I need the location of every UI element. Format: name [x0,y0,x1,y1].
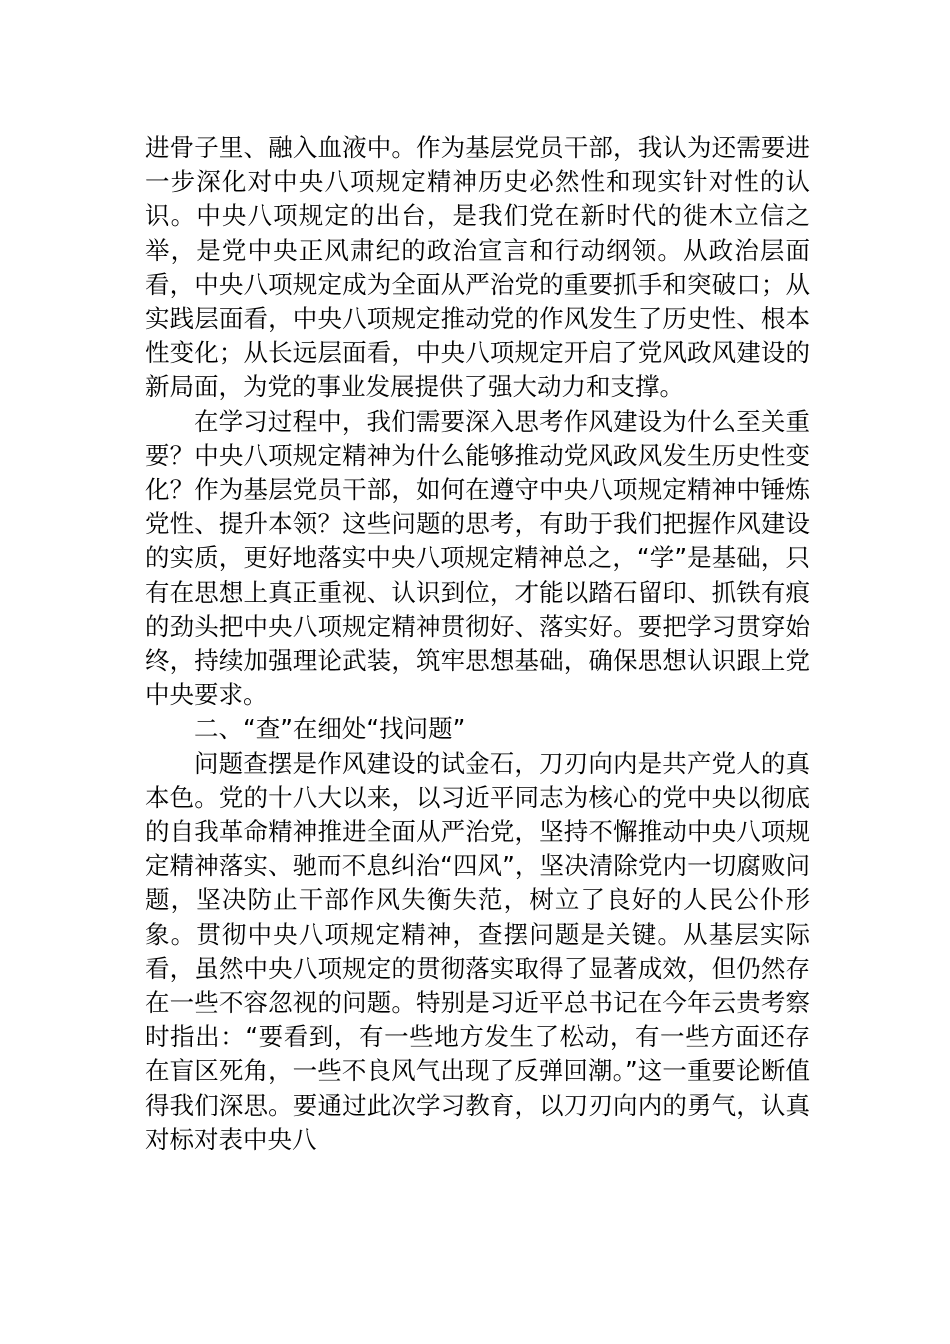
document-body [145,131,810,1157]
paragraph-2: 在学习过程中，我们需要深入思考作风建设为什么至关重要？中央八项规定精神为什么能够推动党风政风发生历史性变化？作为基层党员干部，如何在遵守中央八项规定精神中锤炼党性、提升本领？这些问题的思考，有助于我们把握作风建设的实质，更好地落实中央八项规定精神总之，“学”是基础，只有在思想上真正重视、认识到位，才能以踏石留印、抓铁有痕的劲头把中央八项规定精神贯彻好、落实好。要把学习贯穿始终，持续加强理论武装，筑牢思想基础，确保思想认识跟上党中央要求。 [145,406,810,710]
section-heading: 二、“查”在细处“找问题” [194,714,466,744]
paragraph-3: 问题查摆是作风建设的试金石，刀刃向内是共产党人的真本色。党的十八大以来，以习近平同志为核心的党中央以彻底的自我革命精神推进全面从严治党，坚持不懈推动中央八项规定精神落实、驰而不息纠治“四风”，坚决清除党内一切腐败问题，坚决防止干部作风失衡失范，树立了良好的人民公仆形象。贯彻中央八项规定精神，查摆问题是关键。从基层实际看，虽然中央八项规定的贯彻落实取得了显著成效，但仍然存在一些不容忽视的问题。特别是习近平总书记在今年云贵考察时指出：“要看到，有一些地方发生了松动，有一些方面还存在盲区死角，一些不良风气出现了反弹回潮。”这一重要论断值得我们深思。要通过此次学习教育，以刀刃向内的勇气，认真对标对表中央八 [145,748,810,1154]
paragraph-1: 进骨子里、融入血液中。作为基层党员干部，我认为还需要进一步深化对中央八项规定精神历史必然性和现实针对性的认识。中央八项规定的出台，是我们党在新时代的徙木立信之举，是党中央正风肃纪的政治宣言和行动纲领。从政治层面看，中央八项规定成为全面从严治党的重要抓手和突破口；从实践层面看，中央八项规定推动党的作风发生了历史性、根本性变化；从长远层面看，中央八项规定开启了党风政风建设的新局面，为党的事业发展提供了强大动力和支撑。 [145,133,810,402]
